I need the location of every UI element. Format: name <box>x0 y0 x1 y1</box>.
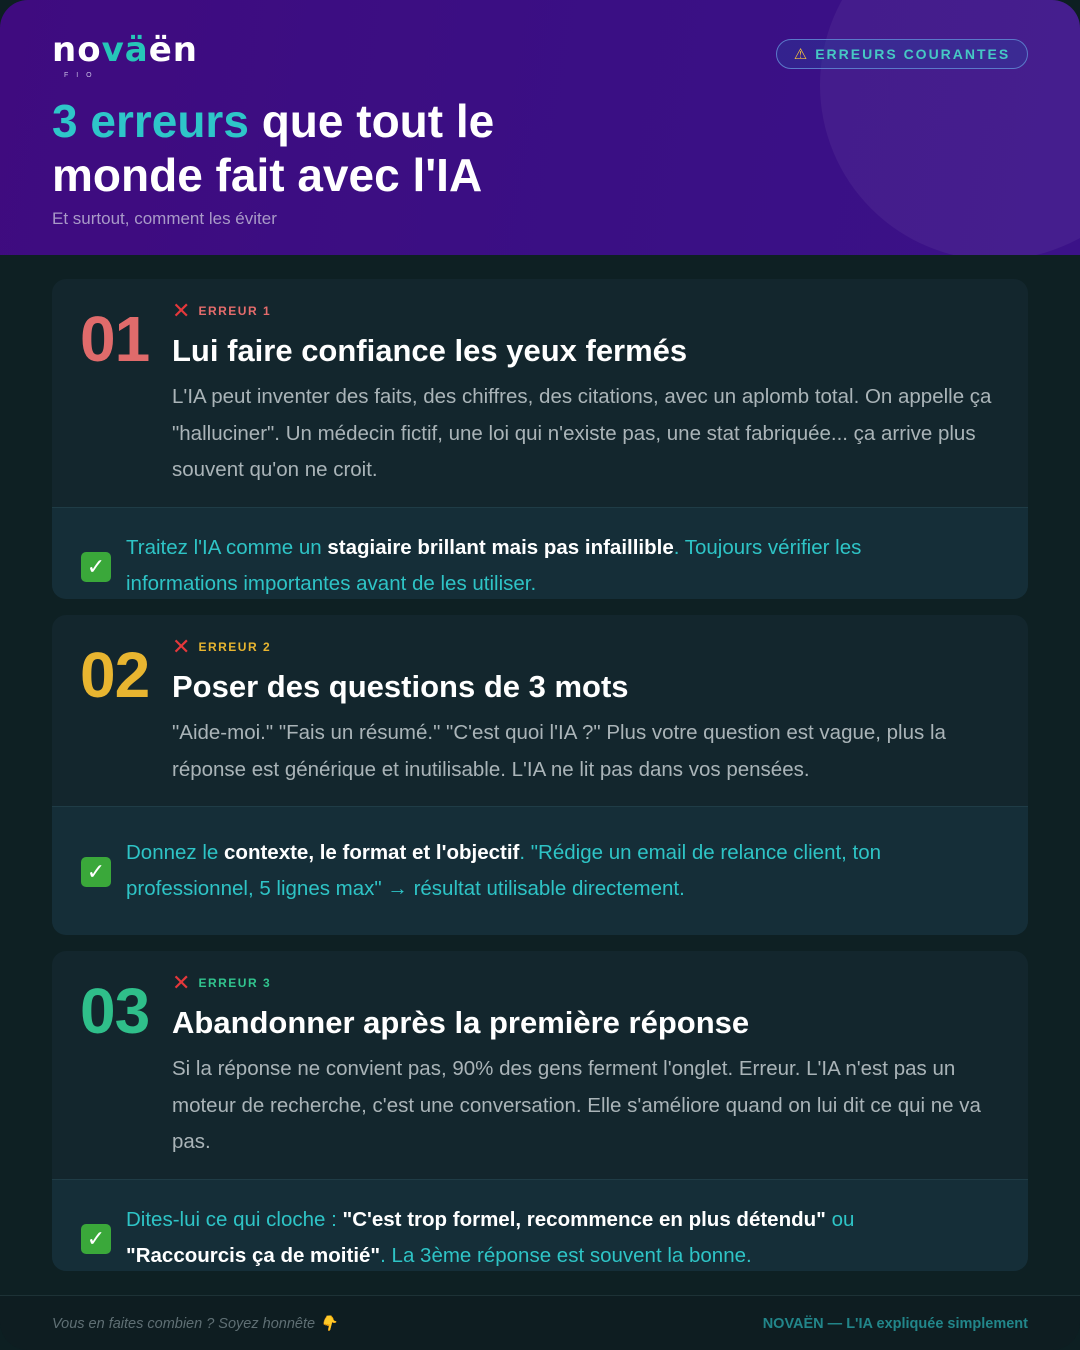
solution-tip <box>52 507 1028 599</box>
tip-emphasis: stagiaire brillant mais pas infaillible <box>327 536 674 559</box>
solution-tip <box>52 806 1028 935</box>
tip-part: Dites-lui ce qui cloche : <box>126 1208 343 1231</box>
error-title: Lui faire confiance les yeux fermés <box>172 333 688 368</box>
tip-emphasis: "Raccourcis ça de moitié" <box>126 1244 381 1267</box>
tip-part: ou <box>825 1208 855 1231</box>
error-number: 02 <box>80 639 150 711</box>
tip-part: Donnez le <box>126 841 225 864</box>
error-description: "Aide-moi." "Fais un résumé." "C'est quoi l'IA ?" Plus votre question est vague, plus la réponse est générique et inutilisable. L'IA ne lit pas dans vos pensées. <box>172 721 946 781</box>
title-rest: que tout le monde fait avec l'IA <box>52 95 495 201</box>
solution-tip <box>52 1179 1028 1271</box>
error-title: Poser des questions de 3 mots <box>172 669 629 704</box>
tip-part: . "Rédige un email de relance client, ton professionnel, 5 lignes max" → résultat utilisable directement. <box>126 841 882 900</box>
footer <box>0 1295 1080 1350</box>
error-description: L'IA peut inventer des faits, des chiffres, des citations, avec un aplomb total. On appelle ça "halluciner". Un médecin fictif, une loi qui n'existe pas, une stat fabriquée... ça arrive plus souvent qu'on ne croit. <box>172 385 992 481</box>
error-tag <box>172 635 271 659</box>
footer-question: Vous en faites combien ? Soyez honnête 👇 <box>52 1316 338 1332</box>
brand-logo <box>52 28 212 84</box>
page-title <box>52 94 612 202</box>
title-highlight: 3 erreurs <box>52 95 249 147</box>
cross-icon: ✕ <box>172 298 191 323</box>
logo-subtext: F I O <box>64 72 95 79</box>
logo-part-b: ën <box>148 30 198 70</box>
logo-wordmark <box>52 28 212 72</box>
category-badge <box>776 39 1028 69</box>
tip-part: Traitez l'IA comme un <box>126 536 328 559</box>
tip-part: . La 3ème réponse est souvent la bonne. <box>380 1244 752 1267</box>
cross-icon: ✕ <box>172 970 191 995</box>
badge-label: ERREURS COURANTES <box>815 46 1011 62</box>
error-tag <box>172 971 271 995</box>
tip-part: . Toujours vérifier les informations importantes avant de les utiliser. <box>126 536 862 595</box>
error-tag-label: ERREUR 3 <box>198 976 272 990</box>
solution-text <box>126 530 966 599</box>
logo-part-accent: vä <box>101 30 149 70</box>
error-tag-label: ERREUR 1 <box>198 304 272 318</box>
cross-icon: ✕ <box>172 634 191 659</box>
check-icon: ✓ <box>81 1224 111 1254</box>
header <box>0 0 1080 255</box>
error-number: 01 <box>80 303 150 375</box>
tip-emphasis: "C'est trop formel, recommence en plus détendu" <box>342 1208 826 1231</box>
error-title: Abandonner après la première réponse <box>172 1005 750 1040</box>
error-number: 03 <box>80 975 150 1047</box>
error-description: Si la réponse ne convient pas, 90% des gens ferment l'onglet. Erreur. L'IA n'est pas un moteur de recherche, c'est une conversation. Elle s'améliore quand on lui dit ce qui ne va pas. <box>172 1057 981 1153</box>
error-card-2 <box>52 615 1028 935</box>
tip-emphasis: contexte, le format et l'objectif <box>224 841 520 864</box>
solution-text <box>126 1202 966 1271</box>
page-subtitle: Et surtout, comment les éviter <box>52 209 277 228</box>
check-icon: ✓ <box>81 552 111 582</box>
footer-brand-tagline: NOVAËN — L'IA expliquée simplement <box>762 1316 1028 1332</box>
error-card-3 <box>52 951 1028 1271</box>
logo-part-a: no <box>52 30 102 70</box>
check-icon: ✓ <box>81 857 111 887</box>
solution-text <box>126 835 966 907</box>
error-tag-label: ERREUR 2 <box>198 640 272 654</box>
warning-icon: ⚠ <box>793 45 808 63</box>
error-tag <box>172 299 271 323</box>
error-card-1 <box>52 279 1028 599</box>
